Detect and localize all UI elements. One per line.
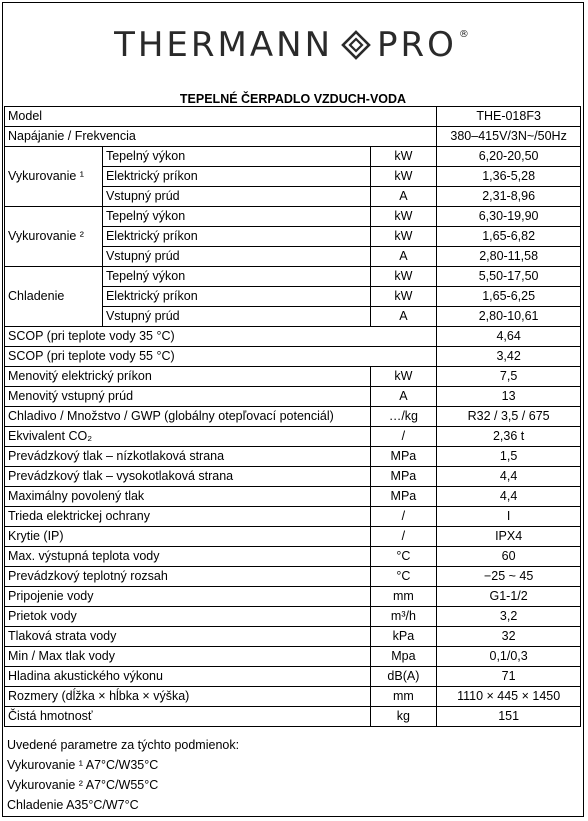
group-label: Vykurovanie ¹ [5, 147, 103, 207]
spec-value: 3,2 [437, 607, 581, 627]
spec-unit: A [370, 387, 437, 407]
scop-value: 3,42 [437, 347, 581, 367]
spec-unit: m³/h [370, 607, 437, 627]
table-row [5, 707, 581, 727]
note-line: Chladenie A35°C/W7°C [7, 798, 139, 812]
spec-value: 151 [437, 707, 581, 727]
scop-value: 4,64 [437, 327, 581, 347]
param-unit: kW [370, 167, 437, 187]
param-value: 6,30-19,90 [437, 207, 581, 227]
spec-value: 60 [437, 547, 581, 567]
spec-label: Prevádzkový tlak – vysokotlaková strana [5, 467, 371, 487]
document-title: TEPELNÉ ČERPADLO VZDUCH-VODA [179, 92, 407, 106]
spec-label: Čistá hmotnosť [5, 707, 371, 727]
param-label: Elektrický príkon [102, 227, 370, 247]
param-value: 1,36-5,28 [437, 167, 581, 187]
spec-table [4, 106, 581, 727]
spec-label: Pripojenie vody [5, 587, 371, 607]
spec-unit: kPa [370, 627, 437, 647]
diamond-house-icon [341, 30, 371, 60]
table-row [5, 667, 581, 687]
spec-unit: mm [370, 687, 437, 707]
spec-value: 1110 × 445 × 1450 [437, 687, 581, 707]
table-row [5, 407, 581, 427]
spec-label: Prietok vody [5, 607, 371, 627]
spec-unit: / [370, 527, 437, 547]
spec-label: Rozmery (dĺžka × hĺbka × výška) [5, 687, 371, 707]
spec-label: Hladina akustického výkonu [5, 667, 371, 687]
spec-unit: kW [370, 367, 437, 387]
spec-value: 1,5 [437, 447, 581, 467]
table-row [5, 267, 581, 287]
spec-value: 7,5 [437, 367, 581, 387]
spec-label: Menovitý vstupný prúd [5, 387, 371, 407]
table-row [5, 147, 581, 167]
table-row [5, 107, 581, 127]
table-row [5, 627, 581, 647]
spec-unit: mm [370, 587, 437, 607]
spec-value: G1-1/2 [437, 587, 581, 607]
spec-unit: MPa [370, 447, 437, 467]
spec-label: Tlaková strata vody [5, 627, 371, 647]
spec-value: −25 ~ 45 [437, 567, 581, 587]
table-row [5, 447, 581, 467]
spec-unit: dB(A) [370, 667, 437, 687]
param-label: Elektrický príkon [102, 167, 370, 187]
spec-label: Ekvivalent CO₂ [5, 427, 371, 447]
logo-text-right: PRO [377, 25, 457, 65]
spec-label: Chladivo / Množstvo / GWP (globálny otepľovací potenciál) [5, 407, 371, 427]
table-row [5, 487, 581, 507]
spec-unit: / [370, 507, 437, 527]
spec-unit: °C [370, 567, 437, 587]
spec-label: Krytie (IP) [5, 527, 371, 547]
param-label: Vstupný prúd [102, 247, 370, 267]
spec-value: 0,1/0,3 [437, 647, 581, 667]
scop-label: SCOP (pri teplote vody 55 °C) [5, 347, 437, 367]
spec-label: Menovitý elektrický príkon [5, 367, 371, 387]
table-row [5, 527, 581, 547]
spec-label: Min / Max tlak vody [5, 647, 371, 667]
spec-unit: Mpa [370, 647, 437, 667]
power-supply-label: Napájanie / Frekvencia [5, 127, 437, 147]
table-row [5, 127, 581, 147]
param-value: 5,50-17,50 [437, 267, 581, 287]
table-row [5, 367, 581, 387]
table-row [5, 427, 581, 447]
model-label: Model [5, 107, 437, 127]
spec-unit: MPa [370, 487, 437, 507]
spec-unit: °C [370, 547, 437, 567]
table-row [5, 467, 581, 487]
scop-label: SCOP (pri teplote vody 35 °C) [5, 327, 437, 347]
spec-label: Prevádzkový tlak – nízkotlaková strana [5, 447, 371, 467]
spec-unit: kg [370, 707, 437, 727]
param-unit: A [370, 187, 437, 207]
logo-text-left: THERMANN [114, 25, 333, 65]
param-value: 1,65-6,82 [437, 227, 581, 247]
table-row [5, 207, 581, 227]
spec-value: 4,4 [437, 487, 581, 507]
group-label: Vykurovanie ² [5, 207, 103, 267]
spec-value: 13 [437, 387, 581, 407]
brand-logo [3, 21, 583, 69]
model-value: THE-018F3 [437, 107, 581, 127]
param-value: 6,20-20,50 [437, 147, 581, 167]
spec-value: 32 [437, 627, 581, 647]
param-unit: kW [370, 207, 437, 227]
param-unit: kW [370, 267, 437, 287]
param-label: Tepelný výkon [102, 207, 370, 227]
param-value: 1,65-6,25 [437, 287, 581, 307]
param-label: Tepelný výkon [102, 147, 370, 167]
spec-value: R32 / 3,5 / 675 [437, 407, 581, 427]
table-row [5, 347, 581, 367]
spec-label: Prevádzkový teplotný rozsah [5, 567, 371, 587]
param-label: Vstupný prúd [102, 187, 370, 207]
param-unit: kW [370, 227, 437, 247]
spec-value: IPX4 [437, 527, 581, 547]
power-supply-value: 380–415V/3N~/50Hz [437, 127, 581, 147]
table-row [5, 687, 581, 707]
table-row [5, 647, 581, 667]
param-value: 2,80-11,58 [437, 247, 581, 267]
note-line: Vykurovanie ¹ A7°C/W35°C [7, 758, 159, 772]
spec-unit: / [370, 427, 437, 447]
spec-label: Trieda elektrickej ochrany [5, 507, 371, 527]
table-row [5, 507, 581, 527]
param-unit: kW [370, 287, 437, 307]
param-unit: A [370, 247, 437, 267]
notes-heading: Uvedené parametre za týchto podmienok: [7, 738, 240, 752]
group-label: Chladenie [5, 267, 103, 327]
spec-unit: MPa [370, 467, 437, 487]
param-label: Tepelný výkon [102, 267, 370, 287]
param-unit: A [370, 307, 437, 327]
spec-value: 71 [437, 667, 581, 687]
table-row [5, 587, 581, 607]
param-value: 2,31-8,96 [437, 187, 581, 207]
table-row [5, 327, 581, 347]
spec-value: 2,36 t [437, 427, 581, 447]
spec-value: 4,4 [437, 467, 581, 487]
registered-mark: ® [458, 29, 472, 40]
param-unit: kW [370, 147, 437, 167]
table-row [5, 547, 581, 567]
table-row [5, 607, 581, 627]
conditions-notes [7, 735, 239, 815]
spec-label: Max. výstupná teplota vody [5, 547, 371, 567]
note-line: Vykurovanie ² A7°C/W55°C [7, 778, 159, 792]
param-label: Elektrický príkon [102, 287, 370, 307]
spec-value: I [437, 507, 581, 527]
param-value: 2,80-10,61 [437, 307, 581, 327]
spec-label: Maximálny povolený tlak [5, 487, 371, 507]
param-label: Vstupný prúd [102, 307, 370, 327]
table-row [5, 567, 581, 587]
table-row [5, 387, 581, 407]
spec-unit: …/kg [370, 407, 437, 427]
